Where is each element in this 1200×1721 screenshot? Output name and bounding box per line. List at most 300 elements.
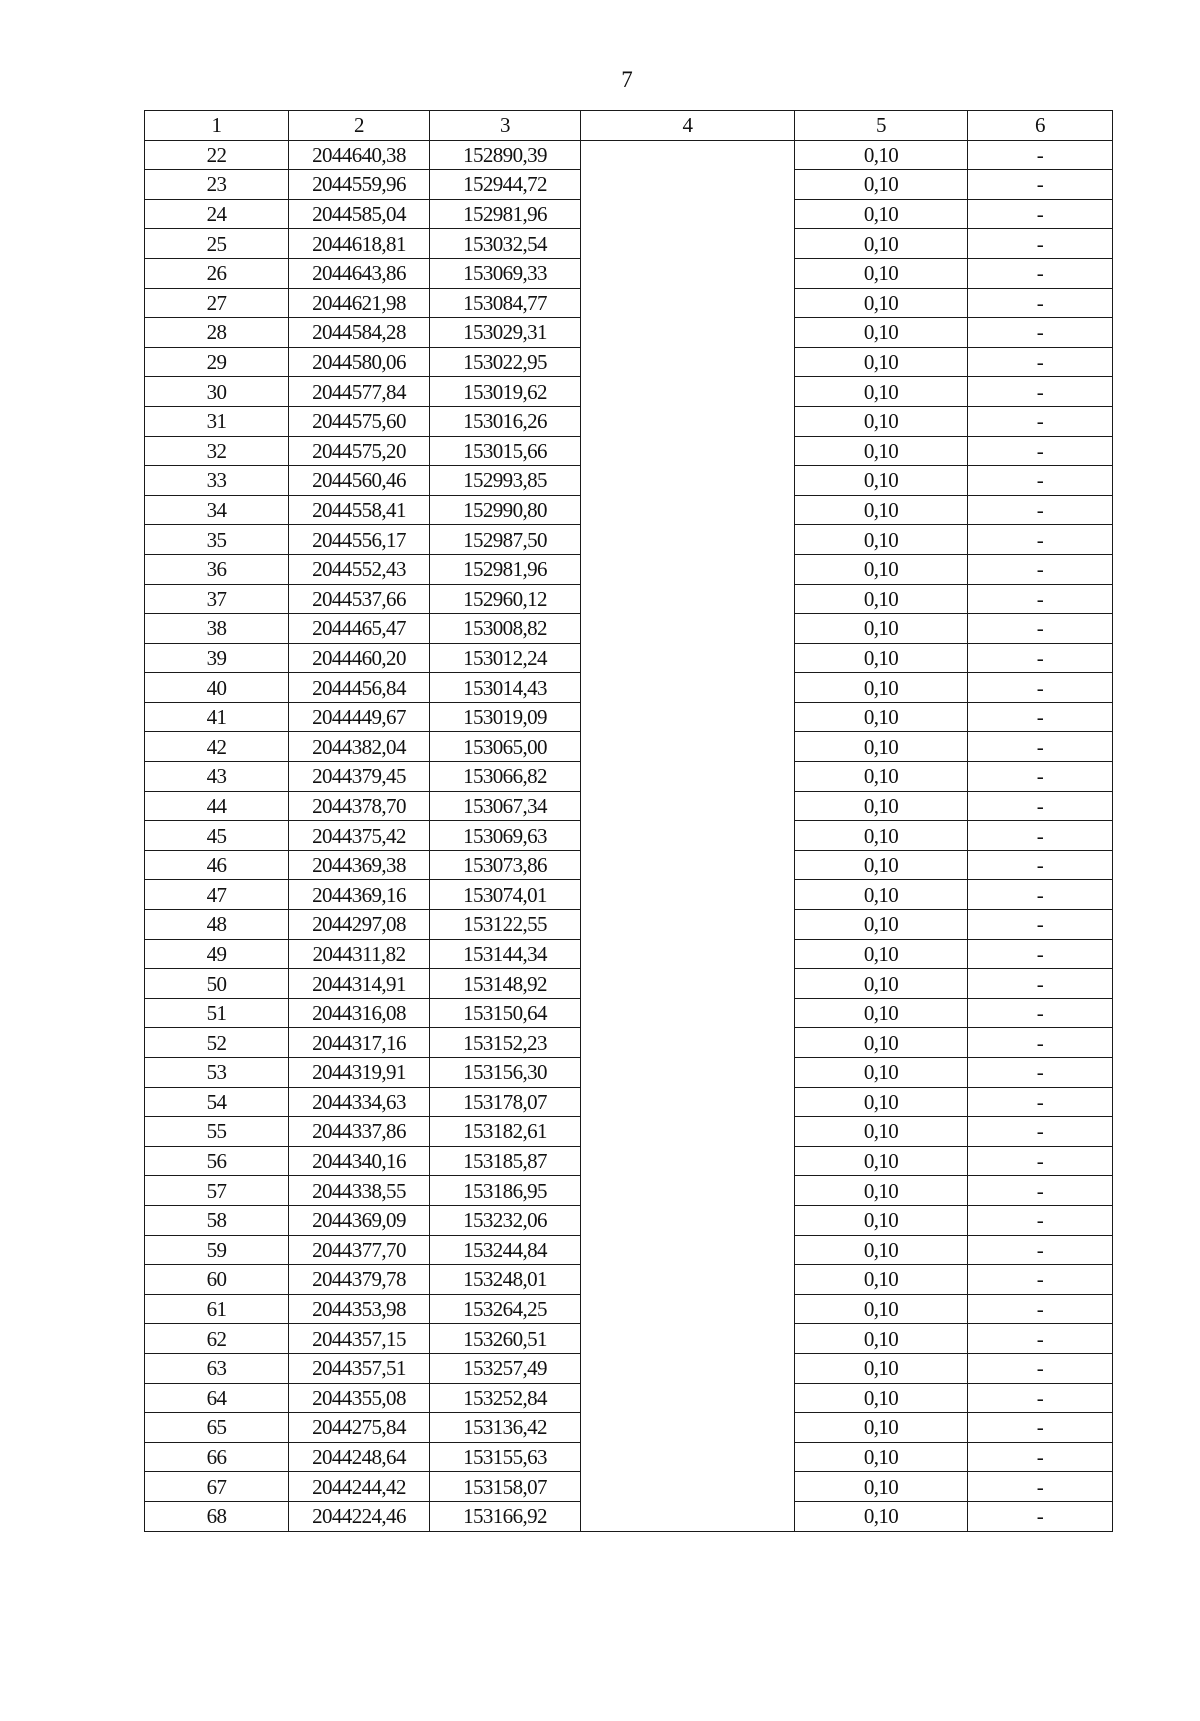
point-number-cell: 50: [145, 969, 289, 999]
x-coordinate-cell: 2044580,06: [289, 347, 430, 377]
description-cell: [581, 1383, 795, 1413]
description-cell: [581, 1058, 795, 1088]
accuracy-cell: 0,10: [795, 140, 968, 170]
point-number-cell: 66: [145, 1442, 289, 1472]
point-number-cell: 31: [145, 406, 289, 436]
table-row: [145, 1028, 1113, 1058]
accuracy-cell: 0,10: [795, 1353, 968, 1383]
description-cell: [581, 1294, 795, 1324]
point-number-cell: 51: [145, 998, 289, 1028]
table-row: [145, 1176, 1113, 1206]
note-cell: -: [968, 1383, 1113, 1413]
accuracy-cell: 0,10: [795, 318, 968, 348]
table-row: [145, 436, 1113, 466]
note-cell: -: [968, 288, 1113, 318]
x-coordinate-cell: 2044375,42: [289, 821, 430, 851]
description-cell: [581, 880, 795, 910]
point-number-cell: 55: [145, 1117, 289, 1147]
y-coordinate-cell: 153257,49: [430, 1353, 581, 1383]
x-coordinate-cell: 2044559,96: [289, 170, 430, 200]
accuracy-cell: 0,10: [795, 643, 968, 673]
x-coordinate-cell: 2044465,47: [289, 614, 430, 644]
description-cell: [581, 939, 795, 969]
note-cell: -: [968, 939, 1113, 969]
point-number-cell: 63: [145, 1353, 289, 1383]
description-cell: [581, 554, 795, 584]
accuracy-cell: 0,10: [795, 199, 968, 229]
table-row: [145, 1472, 1113, 1502]
y-coordinate-cell: 153074,01: [430, 880, 581, 910]
point-number-cell: 56: [145, 1146, 289, 1176]
table-row: [145, 673, 1113, 703]
header-row: [145, 111, 1113, 141]
y-coordinate-cell: 152944,72: [430, 170, 581, 200]
note-cell: -: [968, 1501, 1113, 1531]
accuracy-cell: 0,10: [795, 258, 968, 288]
note-cell: -: [968, 1324, 1113, 1354]
table-row: [145, 614, 1113, 644]
table-row: [145, 821, 1113, 851]
note-cell: -: [968, 1472, 1113, 1502]
table-row: [145, 998, 1113, 1028]
table-body: [145, 140, 1113, 1531]
x-coordinate-cell: 2044340,16: [289, 1146, 430, 1176]
accuracy-cell: 0,10: [795, 377, 968, 407]
note-cell: -: [968, 495, 1113, 525]
note-cell: -: [968, 525, 1113, 555]
accuracy-cell: 0,10: [795, 1501, 968, 1531]
column-header-6: 6: [968, 111, 1113, 141]
y-coordinate-cell: 153264,25: [430, 1294, 581, 1324]
description-cell: [581, 791, 795, 821]
y-coordinate-cell: 153148,92: [430, 969, 581, 999]
y-coordinate-cell: 153182,61: [430, 1117, 581, 1147]
note-cell: -: [968, 1413, 1113, 1443]
x-coordinate-cell: 2044379,78: [289, 1265, 430, 1295]
x-coordinate-cell: 2044460,20: [289, 643, 430, 673]
y-coordinate-cell: 153032,54: [430, 229, 581, 259]
note-cell: -: [968, 762, 1113, 792]
note-cell: -: [968, 466, 1113, 496]
note-cell: -: [968, 318, 1113, 348]
description-cell: [581, 1324, 795, 1354]
y-coordinate-cell: 153069,33: [430, 258, 581, 288]
point-number-cell: 41: [145, 702, 289, 732]
point-number-cell: 58: [145, 1205, 289, 1235]
accuracy-cell: 0,10: [795, 1413, 968, 1443]
point-number-cell: 45: [145, 821, 289, 851]
x-coordinate-cell: 2044577,84: [289, 377, 430, 407]
table-row: [145, 525, 1113, 555]
description-cell: [581, 466, 795, 496]
note-cell: -: [968, 199, 1113, 229]
y-coordinate-cell: 153260,51: [430, 1324, 581, 1354]
x-coordinate-cell: 2044334,63: [289, 1087, 430, 1117]
accuracy-cell: 0,10: [795, 1294, 968, 1324]
description-cell: [581, 318, 795, 348]
table-row: [145, 791, 1113, 821]
point-number-cell: 67: [145, 1472, 289, 1502]
x-coordinate-cell: 2044377,70: [289, 1235, 430, 1265]
note-cell: -: [968, 1442, 1113, 1472]
note-cell: -: [968, 377, 1113, 407]
description-cell: [581, 288, 795, 318]
note-cell: -: [968, 1117, 1113, 1147]
table-row: [145, 288, 1113, 318]
description-cell: [581, 998, 795, 1028]
description-cell: [581, 140, 795, 170]
point-number-cell: 47: [145, 880, 289, 910]
x-coordinate-cell: 2044319,91: [289, 1058, 430, 1088]
accuracy-cell: 0,10: [795, 229, 968, 259]
point-number-cell: 27: [145, 288, 289, 318]
point-number-cell: 48: [145, 910, 289, 940]
table-row: [145, 1413, 1113, 1443]
note-cell: -: [968, 702, 1113, 732]
y-coordinate-cell: 153152,23: [430, 1028, 581, 1058]
accuracy-cell: 0,10: [795, 1087, 968, 1117]
y-coordinate-cell: 153066,82: [430, 762, 581, 792]
table-row: [145, 229, 1113, 259]
accuracy-cell: 0,10: [795, 347, 968, 377]
table-row: [145, 318, 1113, 348]
accuracy-cell: 0,10: [795, 939, 968, 969]
point-number-cell: 54: [145, 1087, 289, 1117]
table-row: [145, 199, 1113, 229]
note-cell: -: [968, 258, 1113, 288]
table-row: [145, 1205, 1113, 1235]
accuracy-cell: 0,10: [795, 466, 968, 496]
point-number-cell: 42: [145, 732, 289, 762]
accuracy-cell: 0,10: [795, 1146, 968, 1176]
y-coordinate-cell: 152981,96: [430, 199, 581, 229]
x-coordinate-cell: 2044640,38: [289, 140, 430, 170]
point-number-cell: 37: [145, 584, 289, 614]
point-number-cell: 30: [145, 377, 289, 407]
accuracy-cell: 0,10: [795, 702, 968, 732]
table-row: [145, 1442, 1113, 1472]
x-coordinate-cell: 2044248,64: [289, 1442, 430, 1472]
point-number-cell: 60: [145, 1265, 289, 1295]
y-coordinate-cell: 153073,86: [430, 850, 581, 880]
accuracy-cell: 0,10: [795, 791, 968, 821]
accuracy-cell: 0,10: [795, 673, 968, 703]
description-cell: [581, 1442, 795, 1472]
point-number-cell: 32: [145, 436, 289, 466]
table-row: [145, 969, 1113, 999]
note-cell: -: [968, 1353, 1113, 1383]
accuracy-cell: 0,10: [795, 880, 968, 910]
x-coordinate-cell: 2044337,86: [289, 1117, 430, 1147]
table-row: [145, 850, 1113, 880]
description-cell: [581, 199, 795, 229]
y-coordinate-cell: 153252,84: [430, 1383, 581, 1413]
y-coordinate-cell: 153022,95: [430, 347, 581, 377]
x-coordinate-cell: 2044369,38: [289, 850, 430, 880]
point-number-cell: 61: [145, 1294, 289, 1324]
y-coordinate-cell: 153019,09: [430, 702, 581, 732]
description-cell: [581, 673, 795, 703]
y-coordinate-cell: 153069,63: [430, 821, 581, 851]
note-cell: -: [968, 1294, 1113, 1324]
accuracy-cell: 0,10: [795, 525, 968, 555]
x-coordinate-cell: 2044621,98: [289, 288, 430, 318]
table-row: [145, 1058, 1113, 1088]
column-header-4: 4: [581, 111, 795, 141]
point-number-cell: 62: [145, 1324, 289, 1354]
accuracy-cell: 0,10: [795, 436, 968, 466]
y-coordinate-cell: 153186,95: [430, 1176, 581, 1206]
y-coordinate-cell: 153015,66: [430, 436, 581, 466]
point-number-cell: 43: [145, 762, 289, 792]
x-coordinate-cell: 2044357,51: [289, 1353, 430, 1383]
accuracy-cell: 0,10: [795, 998, 968, 1028]
x-coordinate-cell: 2044224,46: [289, 1501, 430, 1531]
note-cell: -: [968, 998, 1113, 1028]
description-cell: [581, 1117, 795, 1147]
note-cell: -: [968, 584, 1113, 614]
note-cell: -: [968, 229, 1113, 259]
accuracy-cell: 0,10: [795, 1058, 968, 1088]
y-coordinate-cell: 153012,24: [430, 643, 581, 673]
table-row: [145, 1087, 1113, 1117]
x-coordinate-cell: 2044353,98: [289, 1294, 430, 1324]
point-number-cell: 34: [145, 495, 289, 525]
point-number-cell: 40: [145, 673, 289, 703]
accuracy-cell: 0,10: [795, 1265, 968, 1295]
x-coordinate-cell: 2044584,28: [289, 318, 430, 348]
point-number-cell: 65: [145, 1413, 289, 1443]
description-cell: [581, 1265, 795, 1295]
point-number-cell: 22: [145, 140, 289, 170]
y-coordinate-cell: 152890,39: [430, 140, 581, 170]
description-cell: [581, 702, 795, 732]
table-row: [145, 584, 1113, 614]
coordinates-table: [144, 110, 1113, 1532]
point-number-cell: 33: [145, 466, 289, 496]
accuracy-cell: 0,10: [795, 1117, 968, 1147]
accuracy-cell: 0,10: [795, 170, 968, 200]
accuracy-cell: 0,10: [795, 1383, 968, 1413]
note-cell: -: [968, 673, 1113, 703]
x-coordinate-cell: 2044556,17: [289, 525, 430, 555]
accuracy-cell: 0,10: [795, 614, 968, 644]
description-cell: [581, 347, 795, 377]
x-coordinate-cell: 2044618,81: [289, 229, 430, 259]
y-coordinate-cell: 153029,31: [430, 318, 581, 348]
x-coordinate-cell: 2044311,82: [289, 939, 430, 969]
point-number-cell: 26: [145, 258, 289, 288]
description-cell: [581, 732, 795, 762]
accuracy-cell: 0,10: [795, 850, 968, 880]
point-number-cell: 25: [145, 229, 289, 259]
note-cell: -: [968, 732, 1113, 762]
accuracy-cell: 0,10: [795, 1235, 968, 1265]
x-coordinate-cell: 2044338,55: [289, 1176, 430, 1206]
x-coordinate-cell: 2044369,16: [289, 880, 430, 910]
note-cell: -: [968, 850, 1113, 880]
y-coordinate-cell: 153178,07: [430, 1087, 581, 1117]
accuracy-cell: 0,10: [795, 584, 968, 614]
accuracy-cell: 0,10: [795, 732, 968, 762]
x-coordinate-cell: 2044575,20: [289, 436, 430, 466]
note-cell: -: [968, 643, 1113, 673]
x-coordinate-cell: 2044316,08: [289, 998, 430, 1028]
table-row: [145, 1117, 1113, 1147]
note-cell: -: [968, 406, 1113, 436]
note-cell: -: [968, 1205, 1113, 1235]
table-row: [145, 1265, 1113, 1295]
point-number-cell: 59: [145, 1235, 289, 1265]
y-coordinate-cell: 153008,82: [430, 614, 581, 644]
point-number-cell: 24: [145, 199, 289, 229]
x-coordinate-cell: 2044585,04: [289, 199, 430, 229]
description-cell: [581, 821, 795, 851]
accuracy-cell: 0,10: [795, 1028, 968, 1058]
note-cell: -: [968, 1028, 1113, 1058]
table-row: [145, 1353, 1113, 1383]
description-cell: [581, 377, 795, 407]
note-cell: -: [968, 614, 1113, 644]
y-coordinate-cell: 153014,43: [430, 673, 581, 703]
description-cell: [581, 1028, 795, 1058]
accuracy-cell: 0,10: [795, 1442, 968, 1472]
accuracy-cell: 0,10: [795, 495, 968, 525]
table-row: [145, 1324, 1113, 1354]
note-cell: -: [968, 1176, 1113, 1206]
table-row: [145, 377, 1113, 407]
note-cell: -: [968, 1265, 1113, 1295]
point-number-cell: 64: [145, 1383, 289, 1413]
accuracy-cell: 0,10: [795, 762, 968, 792]
x-coordinate-cell: 2044558,41: [289, 495, 430, 525]
x-coordinate-cell: 2044297,08: [289, 910, 430, 940]
x-coordinate-cell: 2044244,42: [289, 1472, 430, 1502]
accuracy-cell: 0,10: [795, 969, 968, 999]
description-cell: [581, 1501, 795, 1531]
note-cell: -: [968, 1087, 1113, 1117]
point-number-cell: 44: [145, 791, 289, 821]
description-cell: [581, 1472, 795, 1502]
y-coordinate-cell: 153019,62: [430, 377, 581, 407]
accuracy-cell: 0,10: [795, 406, 968, 436]
note-cell: -: [968, 791, 1113, 821]
table-row: [145, 762, 1113, 792]
table-row: [145, 495, 1113, 525]
note-cell: -: [968, 1058, 1113, 1088]
description-cell: [581, 258, 795, 288]
description-cell: [581, 229, 795, 259]
y-coordinate-cell: 153150,64: [430, 998, 581, 1028]
point-number-cell: 28: [145, 318, 289, 348]
note-cell: -: [968, 969, 1113, 999]
table-row: [145, 1294, 1113, 1324]
description-cell: [581, 850, 795, 880]
table-row: [145, 702, 1113, 732]
point-number-cell: 38: [145, 614, 289, 644]
table-row: [145, 406, 1113, 436]
description-cell: [581, 643, 795, 673]
accuracy-cell: 0,10: [795, 554, 968, 584]
x-coordinate-cell: 2044314,91: [289, 969, 430, 999]
description-cell: [581, 1413, 795, 1443]
y-coordinate-cell: 153067,34: [430, 791, 581, 821]
column-header-3: 3: [430, 111, 581, 141]
point-number-cell: 49: [145, 939, 289, 969]
y-coordinate-cell: 153156,30: [430, 1058, 581, 1088]
description-cell: [581, 406, 795, 436]
table-row: [145, 1383, 1113, 1413]
note-cell: -: [968, 821, 1113, 851]
table-row: [145, 347, 1113, 377]
table-row: [145, 732, 1113, 762]
y-coordinate-cell: 153166,92: [430, 1501, 581, 1531]
x-coordinate-cell: 2044355,08: [289, 1383, 430, 1413]
point-number-cell: 46: [145, 850, 289, 880]
x-coordinate-cell: 2044537,66: [289, 584, 430, 614]
accuracy-cell: 0,10: [795, 821, 968, 851]
x-coordinate-cell: 2044643,86: [289, 258, 430, 288]
y-coordinate-cell: 152987,50: [430, 525, 581, 555]
table-row: [145, 140, 1113, 170]
note-cell: -: [968, 880, 1113, 910]
accuracy-cell: 0,10: [795, 1324, 968, 1354]
description-cell: [581, 495, 795, 525]
point-number-cell: 57: [145, 1176, 289, 1206]
description-cell: [581, 525, 795, 555]
description-cell: [581, 614, 795, 644]
note-cell: -: [968, 436, 1113, 466]
point-number-cell: 36: [145, 554, 289, 584]
note-cell: -: [968, 170, 1113, 200]
x-coordinate-cell: 2044317,16: [289, 1028, 430, 1058]
y-coordinate-cell: 152960,12: [430, 584, 581, 614]
description-cell: [581, 910, 795, 940]
x-coordinate-cell: 2044275,84: [289, 1413, 430, 1443]
y-coordinate-cell: 153155,63: [430, 1442, 581, 1472]
page-number: 7: [621, 67, 633, 92]
table-row: [145, 643, 1113, 673]
x-coordinate-cell: 2044369,09: [289, 1205, 430, 1235]
table-header: [145, 111, 1113, 141]
table-row: [145, 554, 1113, 584]
x-coordinate-cell: 2044382,04: [289, 732, 430, 762]
point-number-cell: 35: [145, 525, 289, 555]
column-header-1: 1: [145, 111, 289, 141]
accuracy-cell: 0,10: [795, 1472, 968, 1502]
y-coordinate-cell: 153122,55: [430, 910, 581, 940]
x-coordinate-cell: 2044575,60: [289, 406, 430, 436]
accuracy-cell: 0,10: [795, 1205, 968, 1235]
point-number-cell: 53: [145, 1058, 289, 1088]
y-coordinate-cell: 152993,85: [430, 466, 581, 496]
x-coordinate-cell: 2044456,84: [289, 673, 430, 703]
description-cell: [581, 762, 795, 792]
point-number-cell: 39: [145, 643, 289, 673]
y-coordinate-cell: 153084,77: [430, 288, 581, 318]
description-cell: [581, 1176, 795, 1206]
y-coordinate-cell: 153248,01: [430, 1265, 581, 1295]
point-number-cell: 23: [145, 170, 289, 200]
description-cell: [581, 1353, 795, 1383]
description-cell: [581, 1087, 795, 1117]
note-cell: -: [968, 1235, 1113, 1265]
point-number-cell: 52: [145, 1028, 289, 1058]
point-number-cell: 68: [145, 1501, 289, 1531]
y-coordinate-cell: 152990,80: [430, 495, 581, 525]
point-number-cell: 29: [145, 347, 289, 377]
description-cell: [581, 170, 795, 200]
